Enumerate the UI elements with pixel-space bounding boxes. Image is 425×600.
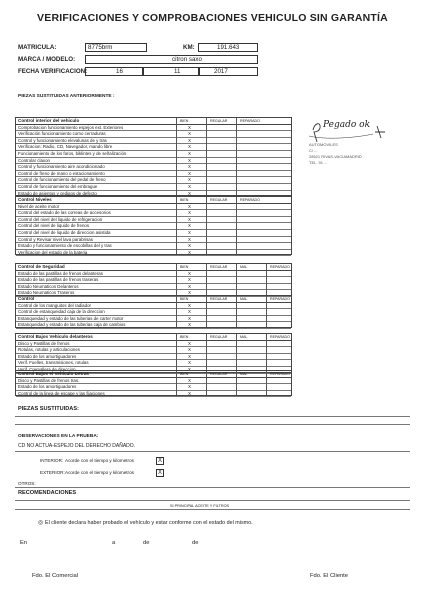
section-header	[16, 296, 291, 303]
checklist-row	[16, 138, 291, 145]
km-value: 191.643	[198, 43, 258, 52]
section-title: Control Bajos el Vehículo Detras	[18, 371, 89, 376]
otros-label: OTROS:	[18, 481, 36, 486]
checklist-item-label: Control del nivel de liquido de frenos	[18, 223, 90, 229]
checklist-mark: X	[188, 223, 191, 229]
section-title: Control Bajos Vehículo delanteros	[18, 334, 93, 339]
checklist-item-label: Disco y Pastillas de frenos tras.	[18, 377, 80, 383]
section-title: Control de Seguridad	[18, 264, 65, 269]
checklist-row	[16, 144, 291, 151]
section-3	[15, 295, 292, 328]
stamp-line-2: C/ ...	[309, 148, 318, 153]
checklist-item-label: Estanqueidad y estado de las tuberias de carter motor	[18, 315, 124, 321]
interior-label: INTERIOR:	[40, 458, 64, 463]
checklist-item-label: Control de funcionamiento del embrague	[18, 184, 98, 189]
section-title: Control	[18, 296, 35, 301]
recomendaciones-text: SI PRINCIPAL ACEITE Y FILTROS	[170, 504, 230, 508]
checklist-item-label: Funcionamiento de los faros, biklintes y de señalización	[18, 151, 127, 156]
stamp	[305, 116, 415, 172]
observaciones-text: CD NO ACTUA-ESPEJO DEL DERECHO DAÑADO.	[18, 443, 136, 449]
column-header: REPARADO	[240, 119, 260, 123]
exterior-checkbox: X	[157, 470, 162, 476]
checklist-mark: X	[188, 322, 191, 328]
checklist-item-label: Verif. Cremallera de direccion	[18, 367, 76, 372]
checklist-row	[16, 217, 291, 224]
checklist-row	[16, 347, 291, 354]
checklist-item-label: Control de estanqueidad caja de la direccion	[18, 309, 105, 315]
column-header: REPARADO	[240, 198, 260, 202]
checklist-mark: X	[188, 230, 191, 235]
column-header: MAL	[240, 335, 248, 339]
divider	[15, 500, 410, 501]
column-header: REGULAR	[210, 297, 228, 301]
recomendaciones-label: RECOMENDACIONES	[18, 490, 77, 496]
column-divider	[176, 296, 177, 327]
piezas-sustituidas-label: PIEZAS SUSTITUIDAS:	[18, 406, 79, 412]
checklist-mark: X	[188, 210, 191, 216]
checklist-mark: X	[188, 283, 191, 289]
checklist-mark: X	[188, 216, 191, 222]
checklist-item-label: Disco y Pastillas de frenos	[18, 340, 70, 346]
checklist-item-label: Estanqueidad y estado de las tuberias caja de cambios	[18, 322, 126, 328]
checklist-row	[16, 223, 291, 230]
checklist-item-label: Verificación funcionamiento como cerraduras	[18, 131, 106, 137]
column-header: MAL	[240, 297, 248, 301]
checklist-row	[16, 316, 291, 323]
mes-label: de	[143, 540, 150, 546]
checklist-mark: X	[188, 360, 191, 366]
checklist-row	[16, 322, 291, 329]
checklist-row	[16, 131, 291, 138]
column-divider	[176, 334, 177, 372]
checklist-item-label: Control y Revisar nivel lava parabrisas	[18, 236, 93, 242]
checklist-item-label: Controlar claxon	[18, 157, 50, 163]
section-title: Control interior del vehiculo	[18, 118, 80, 123]
stamp-line-3: 28521 RIVAS-VACIAMADRID	[309, 154, 362, 159]
section-1	[15, 196, 292, 255]
document-title: VERIFICACIONES Y COMPROBACIONES VEHICULO SIN GARANTÍA	[37, 12, 388, 24]
checklist-row	[16, 164, 291, 171]
column-divider	[266, 334, 267, 372]
checklist-row	[16, 210, 291, 217]
checklist-row	[16, 341, 291, 348]
column-divider	[206, 118, 207, 195]
section-header	[16, 334, 291, 341]
checklist-mark: X	[188, 347, 191, 353]
checklist-row	[16, 151, 291, 158]
checklist-mark: X	[188, 151, 191, 156]
checklist-item-label: Estado de las pastillas de frenos traseras	[18, 277, 99, 283]
checklist-mark: X	[188, 315, 191, 321]
column-header: BIEN	[180, 198, 189, 202]
matricula-value: 8775brm	[85, 43, 147, 52]
column-header: REGULAR	[210, 119, 228, 123]
column-divider	[206, 264, 207, 295]
column-divider	[206, 334, 207, 372]
checklist-row	[16, 391, 291, 398]
anio-label: de	[192, 540, 199, 546]
checklist-mark: X	[188, 290, 191, 296]
column-divider	[236, 296, 237, 327]
checklist-item-label: Estado de los amortiguadores	[18, 353, 77, 359]
declaracion-text: El cliente declara haber probado el vehículo y estar conforme con el estado del mismo.	[45, 520, 253, 526]
divider	[15, 416, 410, 417]
checklist-item-label: Estado Neumaticos Traseros	[18, 290, 75, 296]
observaciones-label: OBSERVACIONES EN LA PRUEBA:	[18, 434, 99, 439]
checklist-mark: X	[188, 270, 191, 276]
marca-value: citron saxo	[85, 55, 258, 64]
bullet-icon: ◎	[38, 520, 44, 526]
stamp-line-4: TEL. 91 ...	[309, 160, 328, 165]
checklist-mark: X	[188, 164, 191, 170]
checklist-row	[16, 230, 291, 237]
checklist-mark: X	[188, 124, 191, 130]
column-divider	[206, 296, 207, 327]
checklist-item-label: Rotulas, rotulas y articulaciones	[18, 347, 80, 353]
checklist-item-label: Control y funcionamiento aire acondicionado	[18, 164, 105, 170]
checklist-item-label: Estado y funcionamiento de escobillas del y tras	[18, 243, 112, 249]
section-2	[15, 263, 292, 296]
interior-checkbox: X	[157, 458, 162, 464]
divider	[15, 509, 410, 510]
checklist-item-label: Control y funcionamiento elevalunas de y tras	[18, 137, 107, 143]
column-divider	[206, 371, 207, 395]
section-4	[15, 333, 292, 373]
checklist-item-label: Control de freno de mano o estacionamiento	[18, 170, 105, 176]
column-header: REGULAR	[210, 265, 228, 269]
fecha-label: FECHA VERIFICACION:	[18, 68, 88, 75]
stamp-line-1: AUTOMOVILES	[309, 142, 338, 147]
checklist-mark: X	[188, 203, 191, 209]
exterior-text: Acorde con el tiempo y kilometros	[65, 470, 134, 475]
checklist-mark: X	[188, 137, 191, 143]
column-divider	[266, 371, 267, 395]
column-divider	[236, 264, 237, 295]
column-divider	[236, 118, 237, 195]
column-header: BIEN	[180, 119, 189, 123]
column-divider	[236, 334, 237, 372]
dia-label: a	[112, 540, 116, 546]
checklist-row	[16, 177, 291, 184]
checklist-mark: X	[188, 243, 191, 249]
column-header: MAL	[240, 265, 248, 269]
checklist-item-label: Nivel de aceite motor	[18, 203, 60, 209]
checklist-mark: X	[188, 190, 191, 196]
column-divider	[176, 118, 177, 195]
interior-text: Acorde con el tiempo y kilometros	[65, 458, 134, 463]
column-header: REPARADO	[270, 372, 290, 376]
column-header: BIEN	[180, 297, 189, 301]
marca-label: MARCA / MODELO:	[18, 56, 76, 63]
column-header: REPARADO	[270, 265, 290, 269]
column-header: REPARADO	[270, 335, 290, 339]
checklist-row	[16, 243, 291, 250]
checklist-item-label: Comprobacion funcionamiento espejos ext. Exteriores	[18, 124, 124, 130]
checklist-item-label: Estado de los amortiguadores	[18, 384, 77, 390]
column-header: BIEN	[180, 335, 189, 339]
column-divider	[176, 264, 177, 295]
checklist-mark: X	[188, 384, 191, 390]
checklist-item-label: Verificacion: Radio, CD, Navegador, mando libre	[18, 144, 113, 150]
checklist-mark: X	[188, 249, 191, 255]
checklist-item-label: Estado de las pastillas de frenos delanteras	[18, 270, 103, 276]
checklist-item-label: Estado de asientos y cedigos de defecto	[18, 190, 97, 196]
checklist-row	[16, 360, 291, 367]
checklist-mark: X	[188, 184, 191, 189]
checklist-row	[16, 277, 291, 284]
checklist-item-label: Control de funcionamiento del pedal de freno	[18, 177, 106, 183]
checklist-row	[16, 384, 291, 391]
column-header: BIEN	[180, 372, 189, 376]
checklist-row	[16, 204, 291, 211]
exterior-label: EXTERIOR:	[40, 470, 65, 475]
checklist-row	[16, 171, 291, 178]
fecha-day: 16	[85, 67, 143, 76]
divider	[15, 424, 410, 425]
piezas-anteriores-label: PIEZAS SUSTITUIDAS ANTERIORMENTE :	[18, 94, 115, 99]
fecha-month: 11	[143, 67, 199, 76]
section-0	[15, 117, 292, 196]
checklist-mark: X	[188, 131, 191, 137]
divider	[15, 487, 410, 488]
checklist-mark: X	[188, 144, 191, 150]
divider	[15, 451, 410, 452]
column-header: REGULAR	[210, 335, 228, 339]
column-divider	[266, 296, 267, 327]
checklist-row	[16, 354, 291, 361]
column-header: BIEN	[180, 265, 189, 269]
column-divider	[236, 197, 237, 254]
column-divider	[236, 371, 237, 395]
checklist-item-label: Control del nivel del liquido de refrigeracion	[18, 216, 103, 222]
checklist-mark: X	[188, 277, 191, 283]
checklist-mark: X	[188, 390, 191, 396]
section-header	[16, 197, 291, 204]
checklist-mark: X	[188, 302, 191, 308]
matricula-label: MATRICULA:	[18, 44, 57, 51]
checklist-row	[16, 303, 291, 310]
column-header: MAL	[240, 372, 248, 376]
checklist-mark: X	[188, 377, 191, 383]
stamp-handwriting: Pegado ok	[323, 120, 371, 130]
checklist-row	[16, 284, 291, 291]
checklist-mark: X	[188, 353, 191, 359]
section-header	[16, 371, 291, 378]
column-header: REPARADO	[270, 297, 290, 301]
lugar-label: En	[20, 540, 28, 546]
fecha-year: 2017	[199, 67, 258, 76]
checklist-mark: X	[188, 170, 191, 176]
checklist-mark: X	[188, 157, 191, 163]
checklist-item-label: Verificacion del estado de la bateria	[18, 249, 88, 255]
column-header: REGULAR	[210, 372, 228, 376]
km-label: KM:	[183, 44, 195, 51]
checklist-item-label: Estado Neumaticos Delanteros	[18, 283, 79, 289]
checklist-mark: X	[188, 177, 191, 183]
section-5	[15, 370, 292, 396]
checklist-mark: X	[188, 309, 191, 315]
section-header	[16, 264, 291, 271]
firma-cliente: Fdo. El Cliente	[310, 573, 349, 579]
firma-comercial: Fdo. El Comercial	[32, 573, 79, 579]
checklist-item-label: Verif. Fuelles, transmisiones, rotulas	[18, 360, 89, 366]
section-header	[16, 118, 291, 125]
column-divider	[206, 197, 207, 254]
checklist-mark: X	[188, 367, 191, 372]
column-divider	[176, 197, 177, 254]
checklist-item-label: Control del nivel de liquido de direccion asistida	[18, 230, 111, 235]
checklist-mark: X	[188, 236, 191, 242]
checklist-row	[16, 271, 291, 278]
checklist-item-label: Control de los manguitos del radiador	[18, 302, 91, 308]
checklist-mark: X	[188, 340, 191, 346]
checklist-item-label: Control de la linea de escape y las fijaciones	[18, 390, 105, 396]
checklist-row	[16, 309, 291, 316]
checklist-row	[16, 250, 291, 257]
column-divider	[176, 371, 177, 395]
checklist-row	[16, 378, 291, 385]
checklist-row	[16, 125, 291, 132]
column-header: REGULAR	[210, 198, 228, 202]
section-title: Control Niveles	[18, 197, 52, 202]
checklist-row	[16, 237, 291, 244]
column-divider	[266, 264, 267, 295]
checklist-item-label: Control del estado de las correas de accesorios	[18, 210, 111, 216]
checklist-row	[16, 158, 291, 165]
checklist-row	[16, 184, 291, 191]
